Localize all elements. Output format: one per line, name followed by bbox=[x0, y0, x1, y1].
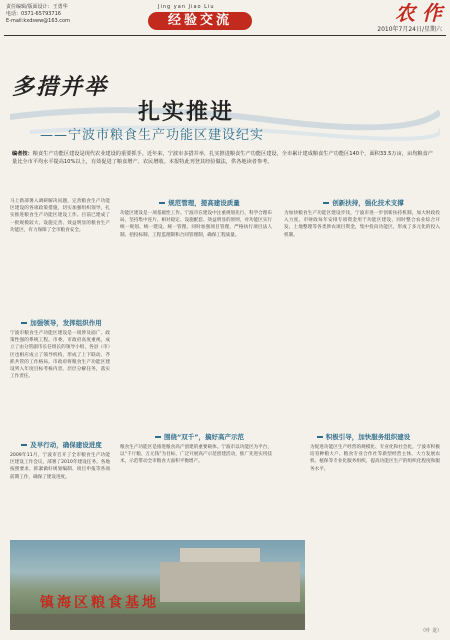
title-bar-icon bbox=[159, 202, 165, 204]
section-title bbox=[8, 318, 112, 327]
title-bar-icon bbox=[323, 202, 329, 204]
section-title bbox=[118, 432, 278, 441]
page-header bbox=[0, 0, 450, 34]
newspaper-logo: 农 作 bbox=[395, 1, 442, 25]
section-title-text: 加强领导，发挥组织作用 bbox=[30, 319, 102, 327]
section-body: 为加快粮食生产功能区建设步伐，宁波市进一步创新扶持机制，加大财政投入力度。市财政每年安排专项资金用于功能区建设，同时整合农业综合开发、土地整理等各类涉农项目资金，集中投向功能区，形成了多元化的投入机制。 bbox=[284, 211, 440, 238]
section-title-text: 规范管理，提高建设质量 bbox=[168, 199, 240, 207]
base-photo bbox=[10, 540, 305, 630]
section-body: 为促进功能区生产经营的规模化、专业化和社会化，宁波市积极培育种粮大户、粮食专业合作社等新型经营主体，大力发展农机、植保等专业化服务组织，提高功能区生产的组织化程度和服务水平。 bbox=[310, 445, 440, 472]
section-title-text: 积极引导，加快服务组织建设 bbox=[325, 433, 411, 441]
section-body: 功能区建设是一项基础性工作。宁波市在建设中注重规划先行，科学合理布局，坚持集中连片、相对稳定、设施配套、效益明显的原则，对功能区实行统一规划、统一建设、统一管理。同时加强项目管理，严格执行项目法人制、招投标制、工程监理制和合同管理制，确保工程质量。 bbox=[120, 211, 272, 238]
section-title bbox=[282, 432, 442, 441]
author-byline: （叶 龙） bbox=[420, 628, 442, 634]
section-title bbox=[118, 198, 278, 207]
column-name: 经验交流 bbox=[148, 12, 252, 30]
section-title bbox=[282, 198, 442, 207]
issue-date: 2010年7月24日/星期六 bbox=[377, 26, 442, 33]
section-title-text: 创新扶持，强化技术支撑 bbox=[332, 199, 404, 207]
building-shape bbox=[160, 562, 300, 602]
column-banner bbox=[140, 2, 260, 32]
masthead bbox=[377, 2, 442, 33]
title-bar-icon bbox=[21, 444, 27, 446]
road-shape bbox=[10, 614, 305, 630]
photo-sign-text: 镇海区粮食基地 bbox=[40, 595, 159, 611]
section-body: 2009年11月，宁波市召开了全市粮食生产功能区建设工作会议，部署了2010年建设任务。各地按照要求，抓紧做好规划编制、项目申报等各项前期工作，确保了建设进度。 bbox=[10, 453, 110, 480]
editor-line: 电话：0371-65793716 bbox=[6, 11, 61, 17]
editor-note bbox=[12, 150, 438, 166]
editor-line: E-mail:kxdsww@163.com bbox=[6, 18, 70, 24]
header-divider bbox=[4, 35, 446, 36]
section-body: 宁波市粮食生产功能区建设是一项涉及面广、政策性强的系统工程。市委、市政府高度重视，成立了由分管副市长任组长的领导小组，各县（市）区也相应成立了领导机构，形成了上下联动、齐抓共管的工作格局。市政府将粮食生产功能区建设列入年度目标考核内容，层层分解任务，落实工作责任。 bbox=[10, 331, 110, 380]
section-title-text: 及早行动，确保建设进度 bbox=[30, 441, 102, 449]
editor-line: 责任编辑/版面设计：王勇华 bbox=[6, 4, 68, 10]
editor-note-label: 编者按： bbox=[12, 151, 33, 157]
article-title-line1: 多措并举 bbox=[12, 74, 109, 100]
article-title-line2: 扎实推进 bbox=[138, 99, 235, 125]
section-title-text: 围绕“双千”，搞好高产示范 bbox=[163, 433, 245, 441]
column-pinyin: Jing yan Jiao Liu bbox=[158, 4, 215, 10]
column-1-intro: 马上新部署入调研解决问题，完善粮食生产功能区建设的各项政策措施，切实加强组织领导，扎实推进粮食生产功能区建设工作。目前已建成了一批规模较大、设施完善、效益明显的粮食生产功能区，有力保障了全市粮食安全。 bbox=[10, 199, 110, 233]
section-title bbox=[8, 440, 112, 449]
title-bar-icon bbox=[21, 322, 27, 324]
title-bar-icon bbox=[317, 436, 323, 438]
section-body: 粮食生产功能区是推进粮食高产创建的重要载体。宁波市以功能区为平台，以“千斤粮、万元钱”为目标，广泛开展高产示范创建活动，推广先进实用技术，示范带动全市粮食大面积平衡增产。 bbox=[120, 445, 272, 465]
editor-info bbox=[6, 4, 70, 25]
editor-note-text: 粮食生产功能区建设是现代农业建设的重要抓手。近年来，宁波市多措并举，扎实推进粮食生产功能区建设，全市累计建成粮食生产功能区140个，面积33.5万亩，亩均粮食产量比全市平均水平提高10%以上，有效促进了粮食增产、农民增收。本报特此刊登其经验做法，供各地读者参考。 bbox=[12, 151, 433, 165]
article-subtitle: ——宁波市粮食生产功能区建设纪实 bbox=[40, 128, 265, 143]
title-bar-icon bbox=[155, 436, 161, 438]
